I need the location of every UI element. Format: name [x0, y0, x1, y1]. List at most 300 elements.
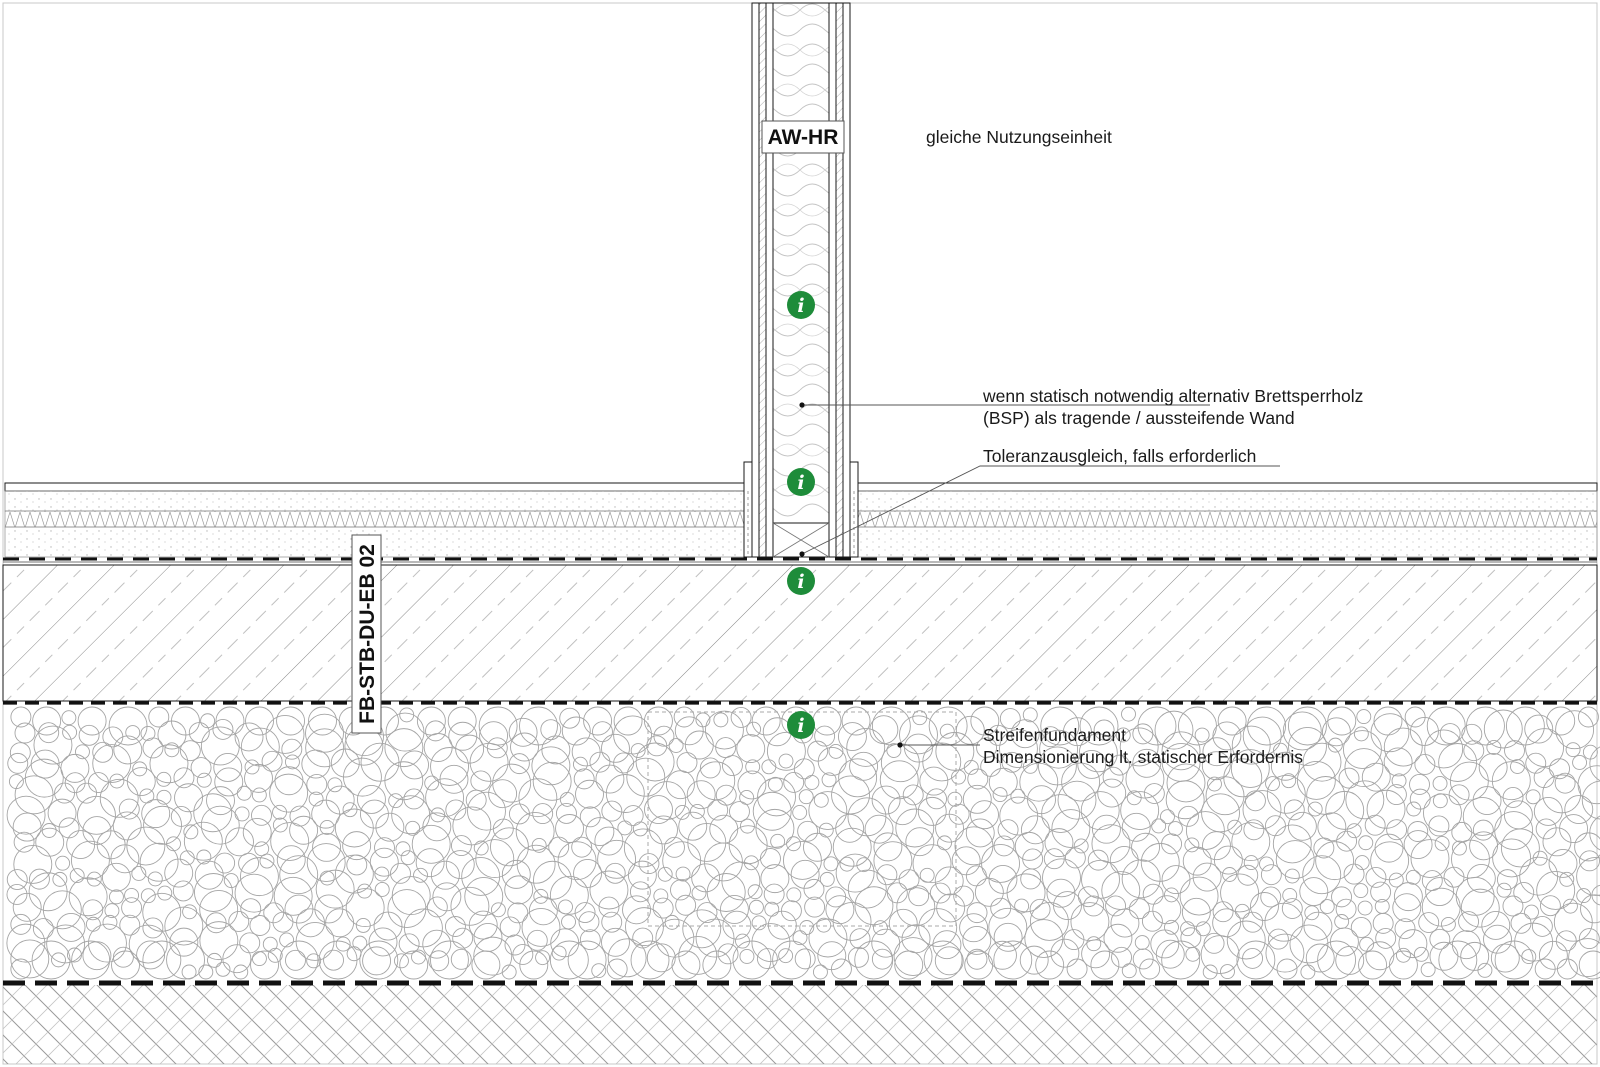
wall-board-left-inner: [759, 3, 766, 557]
gravel-stone: [456, 735, 484, 763]
gravel-stone: [1430, 929, 1450, 949]
gravel-stone: [808, 741, 828, 761]
gravel-stone: [184, 822, 222, 860]
gravel-stone: [592, 722, 612, 742]
gravel-stone: [229, 911, 249, 931]
gravel-stone: [647, 944, 675, 972]
gravel-stone: [29, 869, 49, 889]
gravel-stone: [273, 805, 287, 819]
gravel-stone: [250, 915, 270, 935]
gravel-stone: [599, 897, 619, 917]
gravel-stone: [487, 738, 507, 758]
gravel-stone: [803, 833, 831, 861]
gravel-stone: [237, 786, 251, 800]
gravel-stone: [1452, 822, 1472, 842]
impact-insulation-left: [5, 511, 744, 527]
gravel-stone: [1555, 773, 1575, 793]
gravel-stone: [848, 947, 868, 967]
gravel-stone: [375, 838, 395, 858]
gravel-stone: [534, 889, 548, 903]
gravel-stone: [114, 736, 142, 764]
gravel-stone: [401, 851, 415, 865]
gravel-stone: [833, 902, 871, 940]
gravel-stone: [1318, 813, 1346, 841]
gravel-stone: [1181, 928, 1201, 948]
gravel-stone: [277, 846, 305, 874]
gravel-stone: [42, 823, 56, 837]
gravel-stone: [574, 859, 602, 887]
gravel-stone: [1213, 902, 1233, 922]
gravel-stone: [277, 707, 305, 735]
gravel-stone: [1359, 836, 1373, 850]
gravel-stone: [1583, 745, 1597, 759]
gravel-stone: [1451, 840, 1489, 878]
gravel-stone: [445, 917, 465, 937]
gravel-stone: [1007, 874, 1045, 912]
gravel-stone: [425, 776, 439, 790]
gravel-stone: [813, 707, 841, 735]
gravel-stone: [1308, 802, 1322, 816]
gravel-stone: [817, 918, 831, 932]
gravel-stone: [1320, 900, 1334, 914]
gravel-stone: [636, 743, 674, 781]
gravel-stone: [388, 890, 426, 928]
gravel-stone: [1560, 815, 1588, 843]
gravel-stone: [122, 898, 142, 918]
gravel-stone: [240, 933, 260, 953]
gravel-stone: [832, 776, 870, 814]
gravel-stone: [551, 929, 579, 957]
gravel-stone: [1162, 941, 1200, 979]
gravel-stone: [1554, 903, 1592, 941]
gravel-stone: [708, 800, 728, 820]
gravel-stone: [245, 760, 259, 774]
gravel-stone: [43, 891, 81, 929]
leader-dot-clt: [799, 402, 804, 407]
gravel-stone: [1196, 922, 1210, 936]
gravel-stone: [1566, 743, 1580, 757]
gravel-stone: [417, 707, 445, 735]
gravel-stone: [1232, 823, 1270, 861]
gravel-stone: [113, 812, 141, 840]
gravel-stone: [1376, 928, 1396, 948]
gravel-stone: [1354, 884, 1368, 898]
gravel-stone: [505, 876, 533, 904]
gravel-stone: [663, 842, 701, 880]
gravel-stone: [1036, 951, 1064, 979]
gravel-stone: [77, 783, 97, 803]
gravel-stone: [627, 758, 665, 796]
info-marker-1[interactable]: [787, 291, 815, 319]
gravel-stone: [129, 925, 167, 963]
gravel-stone: [873, 921, 887, 935]
gravel-stone: [1265, 816, 1285, 836]
gravel-stone: [216, 707, 244, 735]
fill-layer-right: [856, 527, 1597, 557]
screed-left: [5, 491, 744, 511]
gravel-stone: [1328, 707, 1356, 735]
gravel-stone: [887, 883, 907, 903]
impact-insulation-right: [856, 511, 1597, 527]
gravel-stone: [631, 941, 669, 979]
gravel-stone: [679, 936, 717, 974]
gravel-stone: [370, 848, 398, 876]
gravel-stone: [1042, 795, 1080, 833]
gravel-stone: [83, 817, 111, 845]
gravel-stone: [1540, 896, 1560, 916]
gravel-stone: [993, 788, 1007, 802]
gravel-stone: [1366, 867, 1386, 887]
gravel-stone: [1330, 928, 1358, 956]
gravel-stone: [62, 711, 76, 725]
gravel-stone: [1367, 790, 1405, 828]
gravel-stone: [1497, 870, 1517, 890]
svg-text:i: i: [797, 472, 805, 494]
gravel-stone: [143, 738, 163, 758]
gravel-stone: [1473, 820, 1493, 840]
gravel-stone: [1373, 913, 1393, 933]
gravel-stone: [127, 827, 165, 865]
gravel-stone: [1244, 856, 1258, 870]
gravel-stone: [1102, 872, 1140, 910]
gravel-stone: [173, 881, 193, 901]
gravel-stone: [72, 941, 110, 979]
gravel-stone: [517, 845, 555, 883]
gravel-stone: [909, 886, 929, 906]
gravel-stone: [414, 868, 428, 882]
gravel-stone: [150, 745, 188, 783]
gravel-stone: [855, 941, 893, 979]
gravel-stone: [826, 887, 846, 907]
gravel-stone: [423, 813, 451, 841]
gravel-stone: [400, 951, 428, 979]
gravel-stone: [824, 857, 838, 871]
gravel-stone: [870, 716, 898, 744]
gravel-stone: [829, 744, 843, 758]
gravel-stone: [266, 715, 304, 753]
gravel-stone: [1195, 728, 1209, 742]
gravel-stone: [787, 888, 801, 902]
gravel-stone: [1180, 877, 1218, 915]
note-foundation-line2: Dimensionierung lt. statischer Erfordernis: [983, 747, 1303, 767]
gravel-stone: [180, 851, 194, 865]
gravel-stone: [1539, 941, 1567, 969]
note-usage-unit: gleiche Nutzungseinheit: [926, 127, 1112, 147]
gravel-stone: [1023, 849, 1043, 869]
gravel-stone: [513, 944, 533, 964]
gravel-stone: [1122, 707, 1136, 721]
gravel-stone: [697, 903, 717, 923]
gravel-stone: [1384, 728, 1422, 766]
gravel-stone: [874, 833, 902, 861]
info-marker-2[interactable]: [787, 468, 815, 496]
gravel-stone: [669, 739, 683, 753]
gravel-stone: [804, 879, 824, 899]
gravel-stone: [795, 949, 815, 969]
gravel-stone: [532, 747, 570, 785]
gravel-stone: [542, 736, 570, 764]
gravel-stone: [897, 888, 935, 926]
gravel-stone: [313, 833, 341, 861]
gravel-stone: [93, 742, 113, 762]
gravel-stone: [61, 754, 89, 782]
gravel-stone: [182, 965, 196, 979]
gravel-stone: [1122, 964, 1136, 978]
gravel-stone: [70, 869, 84, 883]
gravel-stone: [1186, 812, 1224, 850]
wall-tag[interactable]: [762, 121, 844, 153]
gravel-stone: [1265, 903, 1303, 941]
gravel-stone: [7, 924, 45, 962]
gravel-stone: [1266, 934, 1304, 972]
gravel-stone: [747, 722, 761, 736]
gravel-stone: [568, 941, 606, 979]
gravel-stone: [285, 950, 305, 970]
gravel-stone: [1213, 909, 1241, 937]
gravel-stone: [426, 779, 464, 817]
gravel-stone: [1511, 913, 1531, 933]
wall-board-left-outer: [752, 3, 759, 557]
gravel-stone: [392, 796, 430, 834]
gravel-stone: [1214, 846, 1242, 874]
gravel-stone: [282, 739, 302, 759]
gravel-stone: [1358, 901, 1372, 915]
gravel-stone: [666, 771, 694, 799]
gravel-stone: [848, 798, 886, 836]
gravel-stone: [601, 734, 629, 762]
gravel-stone: [572, 837, 592, 857]
gravel-stone: [1415, 754, 1435, 774]
gravel-stone: [740, 949, 754, 963]
gravel-stone: [1525, 905, 1539, 919]
info-marker-4[interactable]: [787, 711, 815, 739]
note-clt-line2: (BSP) als tragende / aussteifende Wand: [983, 408, 1295, 428]
gravel-stone: [113, 947, 133, 967]
gravel-stone: [798, 821, 818, 841]
svg-text:i: i: [797, 715, 805, 737]
leader-dot-foundation: [897, 742, 902, 747]
gravel-stone: [14, 832, 34, 852]
gravel-stone: [1151, 930, 1179, 958]
gravel-stone: [446, 800, 466, 820]
gravel-stone: [375, 882, 389, 896]
gravel-stone: [385, 762, 423, 800]
gravel-layer: [7, 707, 1600, 979]
gravel-stone: [1011, 789, 1025, 803]
gravel-stone: [51, 953, 65, 967]
gravel-stone: [33, 707, 61, 735]
gravel-stone: [529, 897, 557, 925]
gravel-stone: [29, 873, 67, 911]
gravel-stone: [1160, 810, 1174, 824]
wall-board-right-inner: [836, 3, 843, 557]
gravel-stone: [1520, 857, 1558, 895]
gravel-stone: [102, 863, 130, 891]
gravel-stone: [1493, 839, 1531, 877]
gravel-stone: [550, 941, 588, 979]
gravel-stone: [453, 928, 473, 948]
gravel-stone: [558, 842, 596, 880]
gravel-stone: [749, 900, 763, 914]
gravel-stone: [14, 845, 52, 883]
gravel-stone: [1203, 965, 1217, 979]
gravel-stone: [1563, 899, 1577, 913]
gravel-stone: [1463, 797, 1501, 835]
gravel-stone: [936, 732, 974, 770]
note-tolerance: Toleranzausgleich, falls erforderlich: [983, 446, 1257, 466]
wall-board-right-outer: [843, 3, 850, 557]
gravel-stone: [480, 722, 508, 750]
gravel-stone: [793, 805, 807, 819]
gravel-stone: [1266, 777, 1280, 791]
gravel-stone: [290, 816, 318, 844]
gravel-stone: [838, 723, 866, 751]
gravel-stone: [126, 726, 140, 740]
gravel-stone: [109, 707, 147, 745]
gravel-stone: [1536, 819, 1556, 839]
gravel-stone: [235, 807, 249, 821]
gravel-stone: [1362, 763, 1390, 791]
gravel-stone: [7, 884, 27, 904]
gravel-stone: [1422, 871, 1442, 891]
gravel-stone: [1071, 903, 1109, 941]
gravel-stone: [1461, 889, 1499, 927]
gravel-stone: [813, 965, 827, 979]
gravel-stone: [1354, 727, 1368, 741]
screed-right: [856, 491, 1597, 511]
gravel-stone: [1371, 882, 1391, 902]
gravel-stone: [1243, 948, 1263, 968]
gravel-stone: [1433, 794, 1447, 808]
gravel-stone: [906, 828, 934, 856]
gravel-stone: [396, 842, 410, 856]
gravel-stone: [465, 877, 503, 915]
gravel-stone: [1408, 821, 1428, 841]
gravel-stone: [1261, 865, 1281, 885]
gravel-stone: [1504, 801, 1532, 829]
gravel-stone: [467, 792, 505, 830]
gravel-stone: [263, 937, 277, 951]
gravel-stone: [48, 799, 76, 827]
gravel-stone: [665, 915, 679, 929]
gravel-stone: [8, 753, 28, 773]
gravel-stone: [614, 707, 642, 735]
gravel-stone: [1456, 877, 1494, 915]
gravel-stone: [400, 708, 414, 722]
gravel-stone: [347, 947, 361, 961]
gravel-stone: [966, 866, 986, 886]
gravel-stone: [207, 787, 235, 815]
gravel-stone: [1429, 816, 1449, 836]
gravel-stone: [899, 870, 919, 890]
gravel-stone: [1565, 796, 1593, 824]
gravel-stone: [1497, 883, 1511, 897]
gravel-stone: [1440, 724, 1460, 744]
gravel-stone: [1384, 748, 1412, 776]
gravel-stone: [1301, 965, 1315, 979]
gravel-stone: [195, 861, 223, 889]
gravel-stone: [374, 912, 402, 940]
gravel-stone: [79, 725, 99, 745]
gravel-stone: [809, 919, 847, 957]
gravel-stone: [768, 777, 782, 791]
svg-text:i: i: [797, 571, 805, 593]
gravel-stone: [889, 797, 917, 825]
gravel-stone: [1152, 819, 1166, 833]
gravel-stone: [576, 780, 604, 808]
gravel-stone: [644, 796, 672, 824]
gravel-stone: [764, 884, 784, 904]
gravel-stone: [779, 949, 793, 963]
gravel-stone: [761, 865, 789, 893]
gravel-stone: [1111, 909, 1139, 937]
gravel-stone: [262, 751, 282, 771]
gravel-stone: [1419, 913, 1439, 933]
gravel-stone: [1522, 950, 1536, 964]
gravel-stone: [1098, 779, 1126, 807]
svg-text:i: i: [797, 295, 805, 317]
wall-stud-left: [766, 3, 773, 557]
gravel-stone: [1371, 714, 1409, 752]
gravel-stone: [516, 812, 554, 850]
gravel-stone: [1164, 920, 1178, 934]
gravel-stone: [982, 844, 1020, 882]
gravel-stone: [1129, 899, 1149, 919]
gravel-stone: [119, 799, 139, 819]
gravel-stone: [1332, 887, 1352, 907]
gravel-stone: [753, 792, 791, 830]
gravel-stone: [756, 809, 794, 847]
gravel-stone: [1335, 914, 1349, 928]
gravel-stone: [1404, 831, 1432, 859]
gravel-stone: [676, 867, 690, 881]
gravel-stone: [572, 738, 600, 766]
gravel-stone: [83, 900, 103, 920]
gravel-stone: [243, 818, 271, 846]
gravel-stone: [199, 965, 213, 979]
gravel-stone: [1081, 792, 1119, 830]
gravel-stone: [1213, 722, 1241, 750]
gravel-stone: [729, 826, 767, 864]
wall-tag-label: AW-HR: [767, 126, 839, 149]
gravel-stone: [653, 898, 673, 918]
gravel-stone: [605, 863, 625, 883]
gravel-stone: [251, 951, 279, 979]
info-marker-3[interactable]: [787, 567, 815, 595]
gravel-stone: [1557, 959, 1577, 979]
gravel-stone: [143, 918, 163, 938]
gravel-stone: [937, 894, 965, 922]
wall-insulation: [773, 3, 829, 523]
gravel-stone: [201, 806, 239, 844]
gravel-stone: [633, 928, 653, 948]
gravel-stone: [328, 778, 342, 792]
gravel-stone: [241, 728, 279, 766]
gravel-stone: [1543, 828, 1571, 856]
floor-tag[interactable]: [352, 535, 381, 733]
gravel-stone: [149, 707, 169, 727]
gravel-stone: [109, 890, 123, 904]
gravel-stone: [818, 747, 846, 775]
gravel-stone: [533, 861, 571, 899]
gravel-stone: [353, 936, 367, 950]
gravel-stone: [142, 800, 170, 828]
gravel-stone: [1015, 832, 1043, 860]
gravel-stone: [389, 794, 403, 808]
gravel-stone: [1534, 797, 1562, 825]
gravel-stone: [559, 900, 573, 914]
wall-stud-right: [829, 3, 836, 557]
